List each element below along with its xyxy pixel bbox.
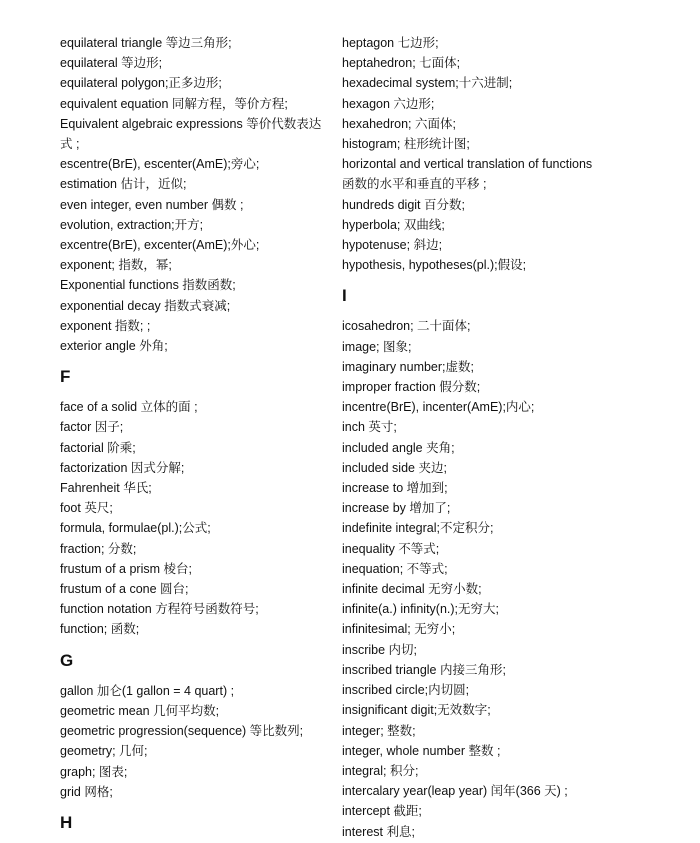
glossary-entry: escentre(BrE), escenter(AmE);旁心;: [60, 157, 260, 172]
glossary-entry: exponent 指数; ;: [60, 318, 151, 333]
glossary-entry: inscribe 内切;: [342, 642, 418, 657]
glossary-entry: included side 夹边;: [342, 460, 447, 475]
glossary-entry: interest 利息;: [342, 824, 415, 839]
glossary-entry: exponential decay 指数式衰减;: [60, 298, 231, 313]
section-heading: I: [342, 286, 347, 306]
glossary-right-column: [342, 33, 662, 842]
glossary-entry: increase to 增加到;: [342, 481, 448, 496]
section-heading: H: [60, 812, 73, 832]
glossary-entry: factorial 阶乘;: [60, 440, 136, 455]
glossary-entry: insignificant digit;无效数字;: [342, 703, 491, 718]
glossary-entry: infinite decimal 无穷小数;: [342, 582, 482, 597]
glossary-entry: inscribed circle;内切圆;: [342, 683, 470, 698]
glossary-entry: horizontal and vertical translation of functions: [342, 157, 593, 172]
glossary-entry: intercalary year(leap year) 闰年(366 天) ;: [342, 784, 568, 799]
glossary-entry: equilateral triangle 等边三角形;: [60, 36, 232, 50]
glossary-entry: function; 函数;: [60, 622, 140, 637]
glossary-entry: intercept 截距;: [342, 804, 422, 819]
glossary-entry: hexahedron; 六面体;: [342, 116, 456, 131]
glossary-entry: Exponential functions 指数函数;: [60, 278, 236, 293]
glossary-entry: excentre(BrE), excenter(AmE);外心;: [60, 238, 260, 253]
glossary-entry: estimation 估计，近似;: [60, 177, 187, 192]
glossary-entry: fraction; 分数;: [60, 541, 137, 556]
glossary-entry: hypothesis, hypotheses(pl.);假设;: [342, 258, 527, 273]
glossary-entry: indefinite integral;不定积分;: [342, 521, 494, 536]
glossary-entry: function notation 方程符号函数符号;: [60, 602, 259, 617]
glossary-entry: geometric mean 几何平均数;: [60, 703, 220, 718]
glossary-entry: face of a solid 立体的面 ;: [60, 400, 198, 415]
glossary-entry: hundreds digit 百分数;: [342, 197, 465, 212]
glossary-entry: factor 因子;: [60, 420, 124, 435]
glossary-entry: infinite(a.) infinity(n.);无穷大;: [342, 602, 499, 617]
glossary-entry: hexadecimal system;十六进制;: [342, 76, 513, 91]
glossary-entry: graph; 图表;: [60, 764, 128, 779]
section-heading: F: [60, 367, 71, 387]
glossary-entry: integer; 整数;: [342, 723, 416, 738]
glossary-entry: integral; 积分;: [342, 763, 419, 778]
glossary-entry: inscribed triangle 内接三角形;: [342, 662, 506, 677]
glossary-entry: included angle 夹角;: [342, 440, 455, 455]
glossary-entry: 函数的水平和垂直的平移 ;: [342, 177, 487, 192]
glossary-entry: inch 英寸;: [342, 420, 397, 435]
glossary-entry: frustum of a cone 圆台;: [60, 582, 189, 597]
glossary-entry: Fahrenheit 华氏;: [60, 481, 152, 496]
glossary-entry: image; 图象;: [342, 339, 412, 354]
glossary-entry: inequality 不等式;: [342, 541, 440, 556]
glossary-entry: icosahedron; 二十面体;: [342, 319, 471, 334]
glossary-entry: inequation; 不等式;: [342, 561, 448, 576]
glossary-entry: exterior angle 外角;: [60, 339, 168, 354]
glossary-entry: hyperbola; 双曲线;: [342, 217, 445, 232]
glossary-entry: even integer, even number 偶数 ;: [60, 197, 244, 212]
glossary-entry: gallon 加仑(1 gallon = 4 quart) ;: [60, 683, 235, 698]
glossary-entry: factorization 因式分解;: [60, 460, 185, 475]
glossary-entry: heptahedron; 七面体;: [342, 56, 461, 71]
glossary-entry: formula, formulae(pl.);公式;: [60, 521, 211, 536]
glossary-entry: geometry; 几何;: [60, 744, 148, 759]
glossary-entry: equilateral polygon;正多边形;: [60, 76, 222, 91]
glossary-entry: increase by 增加了;: [342, 501, 451, 516]
glossary-entry: evolution, extraction;开方;: [60, 217, 204, 232]
glossary-entry: improper fraction 假分数;: [342, 380, 481, 395]
glossary-left-column: [60, 33, 330, 843]
glossary-entry: incentre(BrE), incenter(AmE);内心;: [342, 400, 535, 415]
glossary-entry: infinitesimal; 无穷小;: [342, 622, 456, 637]
glossary-entry: grid 网格;: [60, 784, 113, 799]
glossary-entry: histogram; 柱形统计图;: [342, 137, 470, 152]
glossary-entry: hexagon 六边形;: [342, 96, 435, 111]
glossary-entry: exponent; 指数，幂;: [60, 258, 172, 273]
glossary-entry: geometric progression(sequence) 等比数列;: [60, 724, 304, 739]
glossary-entry: foot 英尺;: [60, 501, 113, 516]
glossary-entry: heptagon 七边形;: [342, 36, 439, 50]
glossary-entry: Equivalent algebraic expressions 等价代数表达式 ;: [60, 116, 322, 152]
glossary-entry: equivalent equation 同解方程，等价方程;: [60, 96, 288, 111]
glossary-entry: imaginary number;虚数;: [342, 359, 474, 374]
glossary-entry: hypotenuse; 斜边;: [342, 238, 443, 253]
glossary-entry: integer, whole number 整数 ;: [342, 743, 501, 758]
glossary-entry: frustum of a prism 棱台;: [60, 561, 192, 576]
glossary-entry: equilateral 等边形;: [60, 56, 163, 71]
section-heading: G: [60, 650, 74, 670]
